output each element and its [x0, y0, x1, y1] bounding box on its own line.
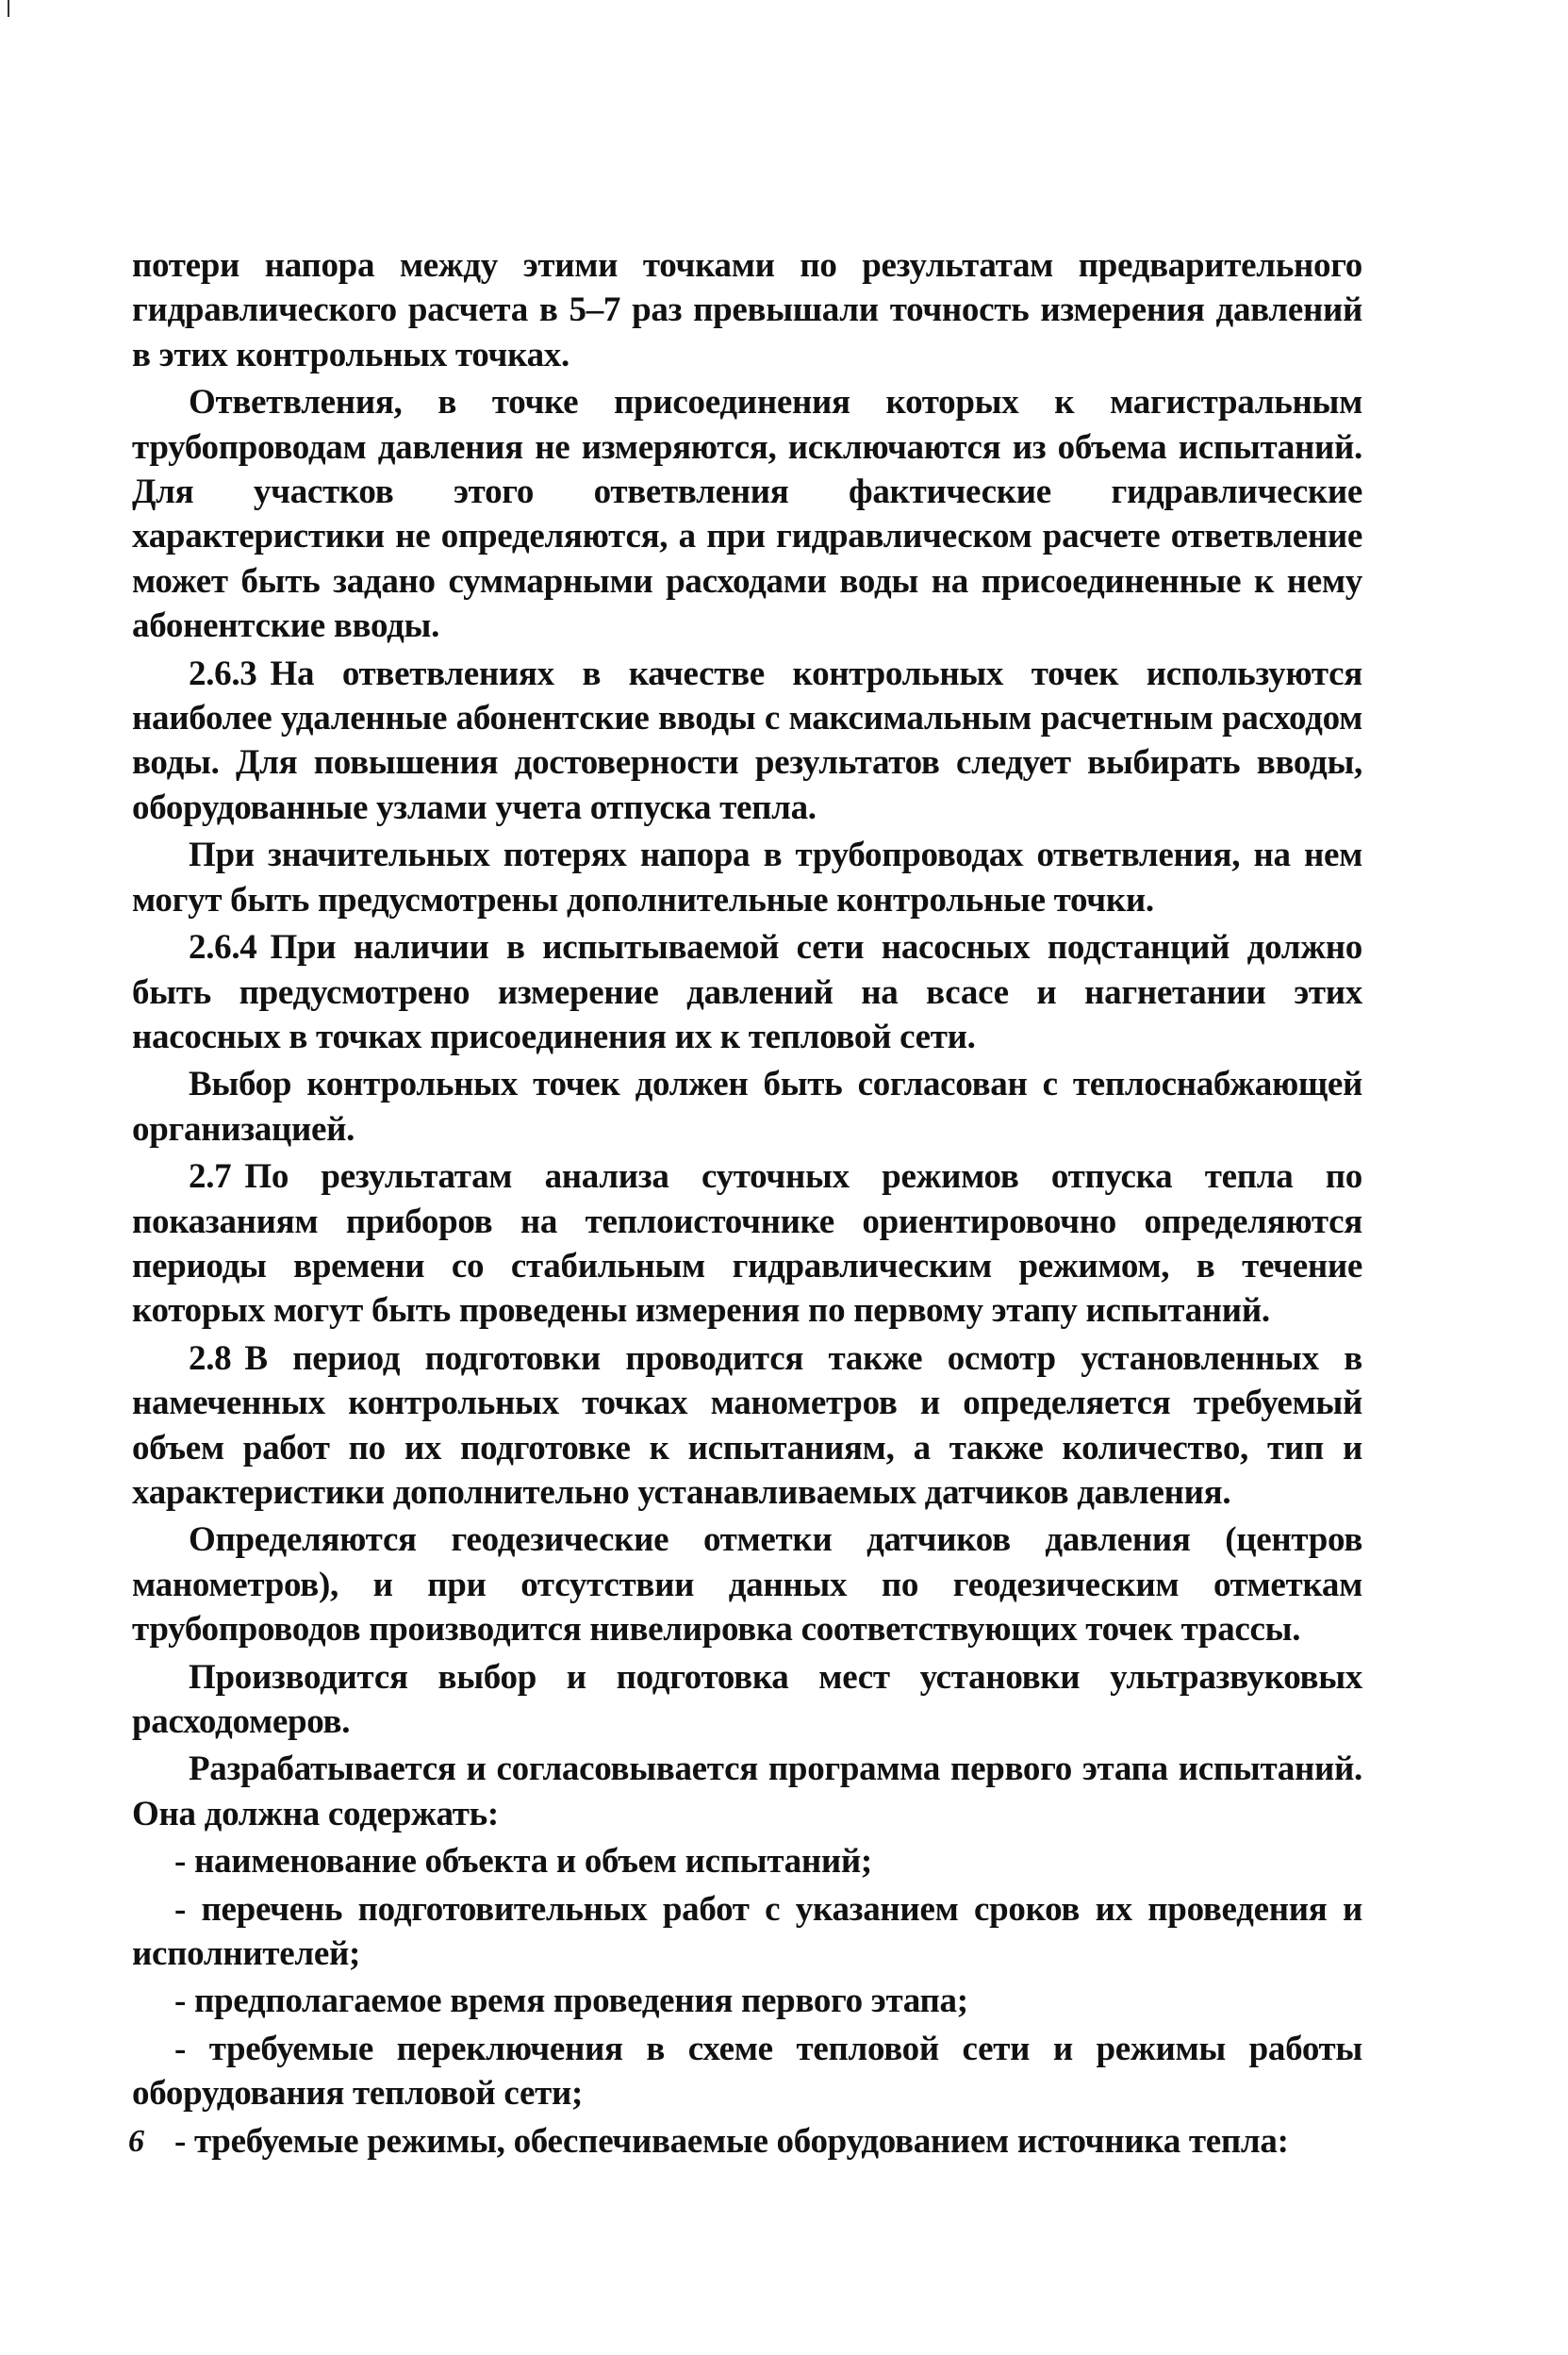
section-number: 2.7 [189, 1157, 232, 1197]
paragraph-6: Выбор контрольных точек должен быть согласован с теплоснабжающей организацией. [132, 1065, 1362, 1149]
paragraph-10: Производится выбор и подготовка мест установки ультразвуковых расходомеров. [132, 1657, 1362, 1741]
paragraph-1: потери напора между этими точками по результатам предварительного гидравлического расчета в 5–7 раз превышали точность измерения давлений в этих контрольных точках. [132, 246, 1362, 374]
paragraph-2-6-3: 2.6.3 На ответвлениях в качестве контрольных точек используются наиболее удаленные абонентские вводы с максимальным расчетным расходом воды. Для повышения достоверности результатов следует выбирать вводы, оборудованные узлами учета отпуска тепла. [132, 654, 1362, 827]
page-number: 6 [128, 2124, 144, 2159]
section-number: 2.6.3 [189, 654, 257, 693]
scan-edge-mark [8, 0, 9, 17]
paragraph-2: Ответвления, в точке присоединения которых к магистральным трубопроводам давления не измеряются, исключаются из объема испытаний. Для участков этого ответвления фактические гидравлические характеристики не определяются, а при гидравлическом расчете ответвление может быть задано суммарными расходами воды на присоединенные к нему абонентские вводы. [132, 383, 1362, 646]
paragraph-2-6-4: 2.6.4 При наличии в испытываемой сети насосных подстанций должно быть предусмотрено измерение давлений на всасе и нагнетании этих насосных в точках присоединения их к тепловой сети. [132, 928, 1362, 1056]
paragraph-4: При значительных потерях напора в трубопроводах ответвления, на нем могут быть предусмотрены дополнительные контрольные точки. [132, 836, 1362, 920]
paragraph-2-7: 2.7 По результатам анализа суточных режимов отпуска тепла по показаниям приборов на теплоисточнике ориентировочно определяются периоды времени со стабильным гидравлическим режимом, в течение которых могут быть проведены измерения по первому этапу испытаний. [132, 1157, 1362, 1331]
list-item: - наименование объекта и объем испытаний; [174, 1842, 872, 1882]
list-item: - предполагаемое время проведения первого этапа; [174, 1982, 968, 2021]
paragraph-9: Определяются геодезические отметки датчиков давления (центров манометров), и при отсутствии данных по геодезическим отметкам трубопроводов производится нивелировка соответствующих точек трассы. [132, 1520, 1362, 1650]
list-item: - требуемые переключения в схеме тепловой сети и режимы работы оборудования тепловой сети; [132, 2029, 1362, 2114]
list-item: - перечень подготовительных работ с указанием сроков их проведения и исполнителей; [132, 1889, 1362, 1974]
paragraph-11: Разрабатывается и согласовывается программа первого этапа испытаний. Она должна содержать: [132, 1750, 1362, 1833]
paragraph-2-8: 2.8 В период подготовки проводится также осмотр установленных в намеченных контрольных точках манометров и определяется требуемый объем работ по их подготовке к испытаниям, а также количество, тип и характеристики дополнительно устанавливаемых датчиков давления. [132, 1338, 1362, 1512]
section-number: 2.8 [189, 1338, 232, 1378]
section-number: 2.6.4 [189, 928, 257, 968]
list-item: - требуемые режимы, обеспечиваемые оборудованием источника тепла: [174, 2121, 1289, 2161]
document-body [132, 243, 1362, 2164]
